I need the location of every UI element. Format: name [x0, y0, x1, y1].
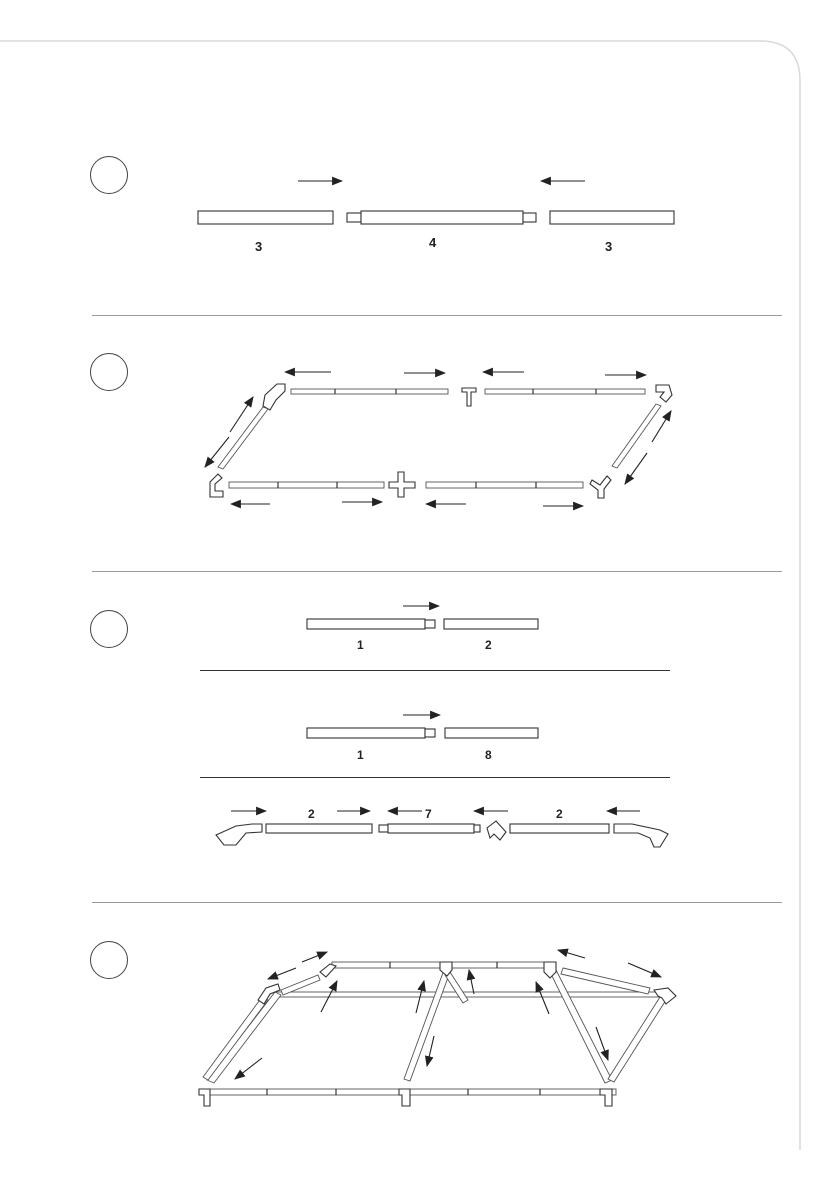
part-label: 2 — [556, 807, 563, 821]
part-label: 7 — [425, 807, 432, 821]
part-label: 2 — [308, 807, 315, 821]
part-label: 3 — [605, 239, 613, 254]
part-label: 2 — [485, 638, 492, 652]
part-label: 1 — [357, 748, 364, 762]
part-label: 3 — [255, 239, 263, 254]
part-label: 8 — [485, 748, 492, 762]
part-label: 1 — [357, 638, 364, 652]
part-label: 4 — [429, 235, 437, 250]
